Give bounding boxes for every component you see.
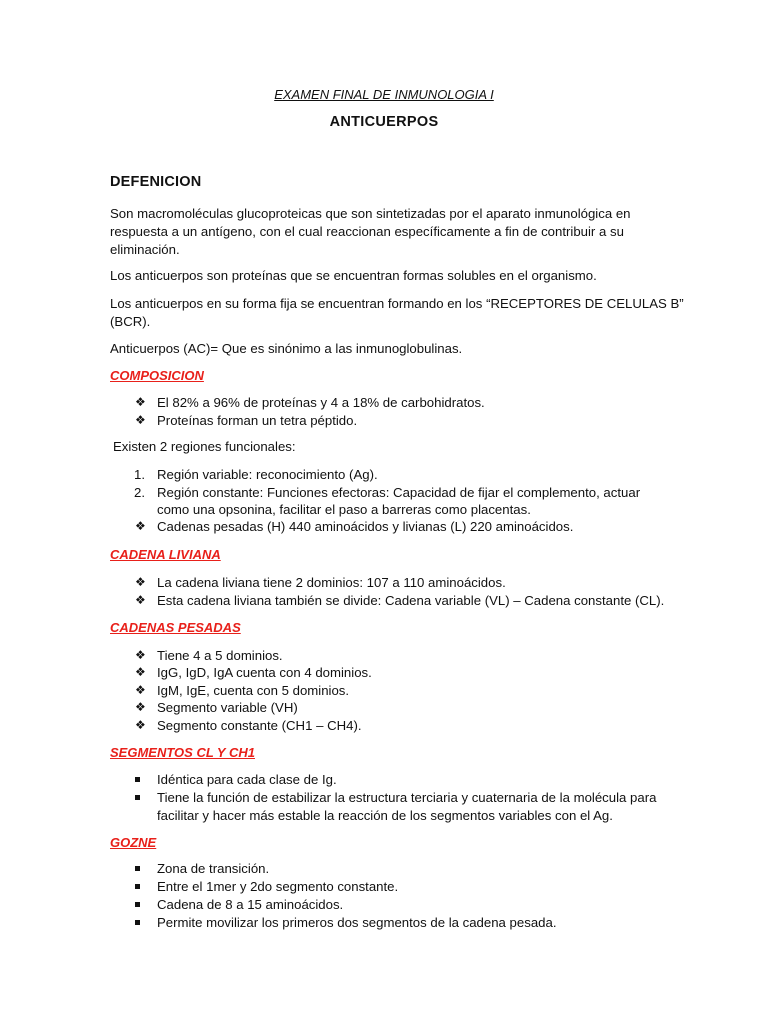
list-item: La cadena liviana tiene 2 dominios: 107 a 110 aminoácidos. (157, 575, 506, 590)
list-item: Esta cadena liviana también se divide: Cadena variable (VL) – Cadena constante (CL). (157, 593, 665, 608)
list-number: 2. (134, 485, 145, 500)
list-number: 1. (134, 467, 145, 482)
document-subtitle: ANTICUERPOS (329, 114, 439, 130)
list-item: Segmento constante (CH1 – CH4). (157, 718, 362, 733)
square-bullet-icon (135, 884, 140, 889)
list-item: Entre el 1mer y 2do segmento constante. (157, 879, 399, 894)
diamond-bullet-icon: ❖ (135, 593, 146, 607)
section-heading-cadena-liviana: CADENA LIVIANA (110, 547, 221, 562)
diamond-bullet-icon: ❖ (135, 395, 146, 409)
list-item: Segmento variable (VH) (157, 700, 298, 715)
section-heading-segmentos: SEGMENTOS CL Y CH1 (110, 745, 255, 760)
paragraph: Los anticuerpos son proteínas que se encuentran formas solubles en el organismo. (110, 268, 597, 283)
list-item: Proteínas forman un tetra péptido. (157, 413, 358, 428)
square-bullet-icon (135, 795, 140, 800)
section-heading-definicion: DEFENICION (110, 174, 202, 190)
paragraph: Existen 2 regiones funcionales: (113, 439, 296, 454)
numbered-item: Región constante: Funciones efectoras: Capacidad de fijar el complemento, actuar (157, 485, 641, 500)
section-heading-cadenas-pesadas: CADENAS PESADAS (110, 620, 241, 635)
paragraph-line: eliminación. (110, 242, 180, 257)
numbered-item: Región variable: reconocimiento (Ag). (157, 467, 378, 482)
diamond-bullet-icon: ❖ (135, 718, 146, 732)
list-item: El 82% a 96% de proteínas y 4 a 18% de carbohidratos. (157, 395, 485, 410)
list-item: Tiene la función de estabilizar la estructura terciaria y cuaternaria de la molécula para (157, 790, 657, 805)
diamond-bullet-icon: ❖ (135, 575, 146, 589)
numbered-item: como una opsonina, facilitar el paso a barreras como placentas. (157, 502, 531, 517)
paragraph-line: Los anticuerpos en su forma fija se encuentran formando en los “RECEPTORES DE CELULAS B” (110, 296, 684, 311)
exam-title: EXAMEN FINAL DE INMUNOLOGIA I (274, 87, 494, 102)
diamond-bullet-icon: ❖ (135, 665, 146, 679)
paragraph: Anticuerpos (AC)= Que es sinónimo a las inmunoglobulinas. (110, 341, 463, 356)
list-item: IgG, IgD, IgA cuenta con 4 dominios. (157, 665, 372, 680)
list-item: Cadenas pesadas (H) 440 aminoácidos y livianas (L) 220 aminoácidos. (157, 519, 574, 534)
square-bullet-icon (135, 902, 140, 907)
list-item: facilitar y hacer más estable la reacción de los segmentos variables con el Ag. (157, 808, 613, 823)
list-item: Tiene 4 a 5 dominios. (157, 648, 283, 663)
paragraph-line: respuesta a un antígeno, con el cual reaccionan específicamente a fin de contribuir a su (110, 224, 624, 239)
paragraph-line: (BCR). (110, 314, 151, 329)
list-item: IgM, IgE, cuenta con 5 dominios. (157, 683, 350, 698)
paragraph-line: Son macromoléculas glucoproteicas que son sintetizadas por el aparato inmunológica en (110, 206, 631, 221)
list-item: Permite movilizar los primeros dos segmentos de la cadena pesada. (157, 915, 557, 930)
diamond-bullet-icon: ❖ (135, 683, 146, 697)
diamond-bullet-icon: ❖ (135, 519, 146, 533)
list-item: Idéntica para cada clase de Ig. (157, 772, 337, 787)
square-bullet-icon (135, 777, 140, 782)
section-heading-gozne: GOZNE (110, 835, 157, 850)
section-heading-composicion: COMPOSICION (110, 368, 204, 383)
diamond-bullet-icon: ❖ (135, 648, 146, 662)
square-bullet-icon (135, 920, 140, 925)
list-item: Zona de transición. (157, 861, 270, 876)
diamond-bullet-icon: ❖ (135, 700, 146, 714)
list-item: Cadena de 8 a 15 aminoácidos. (157, 897, 344, 912)
diamond-bullet-icon: ❖ (135, 413, 146, 427)
square-bullet-icon (135, 866, 140, 871)
